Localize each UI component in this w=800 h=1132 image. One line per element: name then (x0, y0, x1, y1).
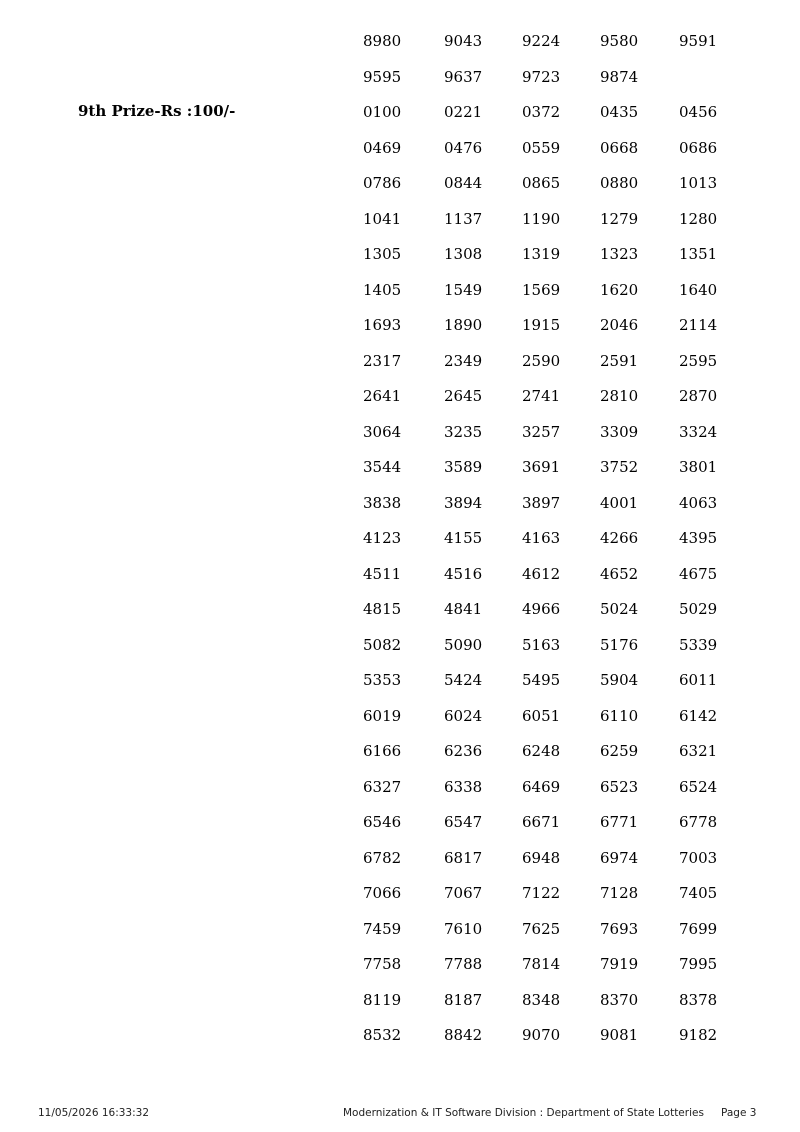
ticket-number: 6469 (522, 777, 561, 796)
ticket-number: 7995 (679, 955, 718, 973)
ticket-number: 7122 (522, 884, 561, 902)
ticket-number: 1308 (444, 245, 483, 263)
ticket-number: 5024 (600, 600, 639, 618)
ticket-number: 1190 (522, 209, 561, 228)
ticket-number: 9723 (522, 67, 561, 86)
ticket-number: 3309 (600, 422, 639, 441)
ticket-number: 6782 (363, 848, 402, 867)
ticket-number: 6338 (444, 777, 483, 796)
ticket-number: 1305 (363, 245, 402, 263)
ticket-number: 1013 (679, 174, 718, 192)
number-row (0, 30, 800, 66)
ticket-number: 1319 (522, 245, 561, 263)
ticket-number: 8378 (679, 990, 718, 1009)
ticket-number: 9637 (444, 67, 483, 86)
ticket-number: 7610 (444, 919, 483, 938)
ticket-number: 6051 (522, 706, 561, 725)
ticket-number: 1549 (444, 280, 483, 299)
ticket-number: 7919 (600, 955, 639, 973)
ticket-number: 9043 (444, 32, 483, 50)
ticket-number: 5339 (679, 635, 718, 654)
ticket-number: 0686 (679, 138, 718, 157)
ticket-number: 9874 (600, 67, 639, 86)
ticket-number: 1137 (444, 209, 483, 228)
ticket-number: 9591 (679, 32, 718, 50)
ticket-number: 6019 (363, 706, 402, 725)
ticket-number: 4155 (444, 529, 483, 547)
ticket-number: 6547 (444, 813, 483, 831)
ticket-number: 3257 (522, 422, 561, 441)
ticket-number: 6523 (600, 777, 639, 796)
ticket-number: 6321 (679, 742, 718, 760)
number-row (0, 492, 800, 528)
ticket-number: 3324 (679, 422, 718, 441)
ticket-number: 9070 (522, 1026, 561, 1044)
ticket-number: 0865 (522, 174, 561, 192)
number-row (0, 101, 800, 137)
number-row (0, 811, 800, 847)
ticket-number: 6778 (679, 813, 718, 831)
ticket-number: 6671 (522, 813, 561, 831)
number-row (0, 705, 800, 741)
ticket-number: 7699 (679, 919, 718, 938)
ticket-number: 4001 (600, 493, 639, 512)
ticket-number: 8119 (363, 990, 402, 1009)
ticket-number: 7003 (679, 848, 718, 867)
ticket-number: 4163 (522, 529, 561, 547)
ticket-number: 1351 (679, 245, 718, 263)
ticket-number: 7693 (600, 919, 639, 938)
ticket-number: 4612 (522, 564, 561, 583)
ticket-number: 9182 (679, 1026, 718, 1044)
number-row (0, 1024, 800, 1060)
number-row (0, 421, 800, 457)
footer-timestamp: 11/05/2026 16:33:32 (38, 1107, 150, 1119)
ticket-number: 9081 (600, 1026, 639, 1044)
ticket-number: 2641 (363, 387, 402, 405)
ticket-number: 6248 (522, 742, 561, 760)
ticket-number: 4966 (522, 600, 561, 618)
ticket-number: 0786 (363, 174, 402, 192)
number-row (0, 137, 800, 173)
ticket-number: 3589 (444, 458, 483, 476)
ticket-number: 5424 (444, 671, 483, 689)
ticket-number: 6166 (363, 742, 402, 760)
ticket-number: 6110 (600, 706, 639, 725)
ticket-number: 5163 (522, 635, 561, 654)
ticket-number: 5082 (363, 635, 402, 654)
ticket-number: 2046 (600, 316, 639, 334)
number-row (0, 66, 800, 102)
ticket-number: 4395 (679, 529, 718, 547)
ticket-number: 2810 (600, 387, 639, 405)
ticket-number: 8842 (444, 1026, 483, 1044)
ticket-number: 6327 (363, 777, 402, 796)
ticket-number: 4063 (679, 493, 718, 512)
ticket-number: 6259 (600, 742, 639, 760)
ticket-number: 0435 (600, 103, 639, 121)
ticket-number: 4841 (444, 600, 483, 618)
ticket-number: 8980 (363, 32, 402, 50)
ticket-number: 5090 (444, 635, 483, 654)
number-row (0, 953, 800, 989)
number-row (0, 243, 800, 279)
number-row (0, 989, 800, 1025)
number-row (0, 208, 800, 244)
ticket-number: 5904 (600, 671, 639, 689)
ticket-number: 1323 (600, 245, 639, 263)
ticket-number: 6236 (444, 742, 483, 760)
ticket-number: 1640 (679, 280, 718, 299)
ticket-number: 7814 (522, 955, 561, 973)
ticket-number: 6011 (679, 671, 718, 689)
number-row (0, 456, 800, 492)
ticket-number: 1405 (363, 280, 402, 299)
ticket-number: 7405 (679, 884, 718, 902)
ticket-number: 1890 (444, 316, 483, 334)
number-row (0, 314, 800, 350)
ticket-number: 8187 (444, 990, 483, 1009)
number-row (0, 385, 800, 421)
ticket-number: 7625 (522, 919, 561, 938)
ticket-number: 0559 (522, 138, 561, 157)
ticket-number: 2591 (600, 351, 639, 370)
ticket-number: 3064 (363, 422, 402, 441)
ticket-number: 8370 (600, 990, 639, 1009)
ticket-number: 6524 (679, 777, 718, 796)
ticket-number: 6974 (600, 848, 639, 867)
ticket-number: 0221 (444, 103, 483, 121)
number-row (0, 527, 800, 563)
ticket-number: 4511 (363, 564, 402, 583)
ticket-number: 8348 (522, 990, 561, 1009)
number-row (0, 669, 800, 705)
number-row (0, 172, 800, 208)
ticket-number: 3897 (522, 493, 561, 512)
number-row (0, 350, 800, 386)
ticket-number: 1915 (522, 316, 561, 334)
ticket-number: 6817 (444, 848, 483, 867)
ticket-number: 7459 (363, 919, 402, 938)
ticket-number: 4266 (600, 529, 639, 547)
ticket-number: 0100 (363, 103, 402, 121)
ticket-number: 0456 (679, 103, 718, 121)
ticket-number: 6142 (679, 706, 718, 725)
ticket-number: 2870 (679, 387, 718, 405)
ticket-number: 2317 (363, 351, 402, 370)
ticket-number: 1280 (679, 209, 718, 228)
ticket-number: 2349 (444, 351, 483, 370)
ticket-number: 7788 (444, 955, 483, 973)
ticket-number: 9580 (600, 32, 639, 50)
number-row (0, 598, 800, 634)
ticket-number: 0372 (522, 103, 561, 121)
ticket-number: 5495 (522, 671, 561, 689)
ticket-number: 8532 (363, 1026, 402, 1044)
number-row (0, 740, 800, 776)
ticket-number: 3691 (522, 458, 561, 476)
number-row (0, 882, 800, 918)
ticket-number: 3235 (444, 422, 483, 441)
winning-numbers-grid (0, 30, 800, 1060)
prize-label: 9th Prize-Rs :100/- (78, 102, 236, 120)
ticket-number: 6546 (363, 813, 402, 831)
ticket-number: 1620 (600, 280, 639, 299)
ticket-number: 1041 (363, 209, 402, 228)
number-row (0, 776, 800, 812)
number-row (0, 563, 800, 599)
footer-page-number: Page 3 (721, 1107, 757, 1119)
ticket-number: 1569 (522, 280, 561, 299)
ticket-number: 3544 (363, 458, 402, 476)
ticket-number: 9224 (522, 32, 561, 50)
ticket-number: 3801 (679, 458, 718, 476)
ticket-number: 4652 (600, 564, 639, 583)
ticket-number: 4123 (363, 529, 402, 547)
ticket-number: 2595 (679, 351, 718, 370)
ticket-number: 2645 (444, 387, 483, 405)
ticket-number: 0476 (444, 138, 483, 157)
ticket-number: 9595 (363, 67, 402, 86)
number-row (0, 918, 800, 954)
ticket-number: 2114 (679, 316, 718, 334)
ticket-number: 4516 (444, 564, 483, 583)
ticket-number: 1279 (600, 209, 639, 228)
number-row (0, 279, 800, 315)
ticket-number: 1693 (363, 316, 402, 334)
ticket-number: 7128 (600, 884, 639, 902)
number-row (0, 847, 800, 883)
number-row (0, 634, 800, 670)
ticket-number: 0880 (600, 174, 639, 192)
ticket-number: 2741 (522, 387, 561, 405)
ticket-number: 4815 (363, 600, 402, 618)
ticket-number: 5176 (600, 635, 639, 654)
ticket-number: 6948 (522, 848, 561, 867)
ticket-number: 0469 (363, 138, 402, 157)
ticket-number: 4675 (679, 564, 718, 583)
ticket-number: 7067 (444, 884, 483, 902)
ticket-number: 5353 (363, 671, 402, 689)
ticket-number: 2590 (522, 351, 561, 370)
ticket-number: 3752 (600, 458, 639, 476)
footer-division: Modernization & IT Software Division : Department of State Lotteries (343, 1107, 704, 1119)
ticket-number: 5029 (679, 600, 718, 618)
ticket-number: 0668 (600, 138, 639, 157)
ticket-number: 3894 (444, 493, 483, 512)
ticket-number: 6024 (444, 706, 483, 725)
ticket-number: 7758 (363, 955, 402, 973)
ticket-number: 7066 (363, 884, 402, 902)
ticket-number: 0844 (444, 174, 483, 192)
ticket-number: 6771 (600, 813, 639, 831)
ticket-number: 3838 (363, 493, 402, 512)
